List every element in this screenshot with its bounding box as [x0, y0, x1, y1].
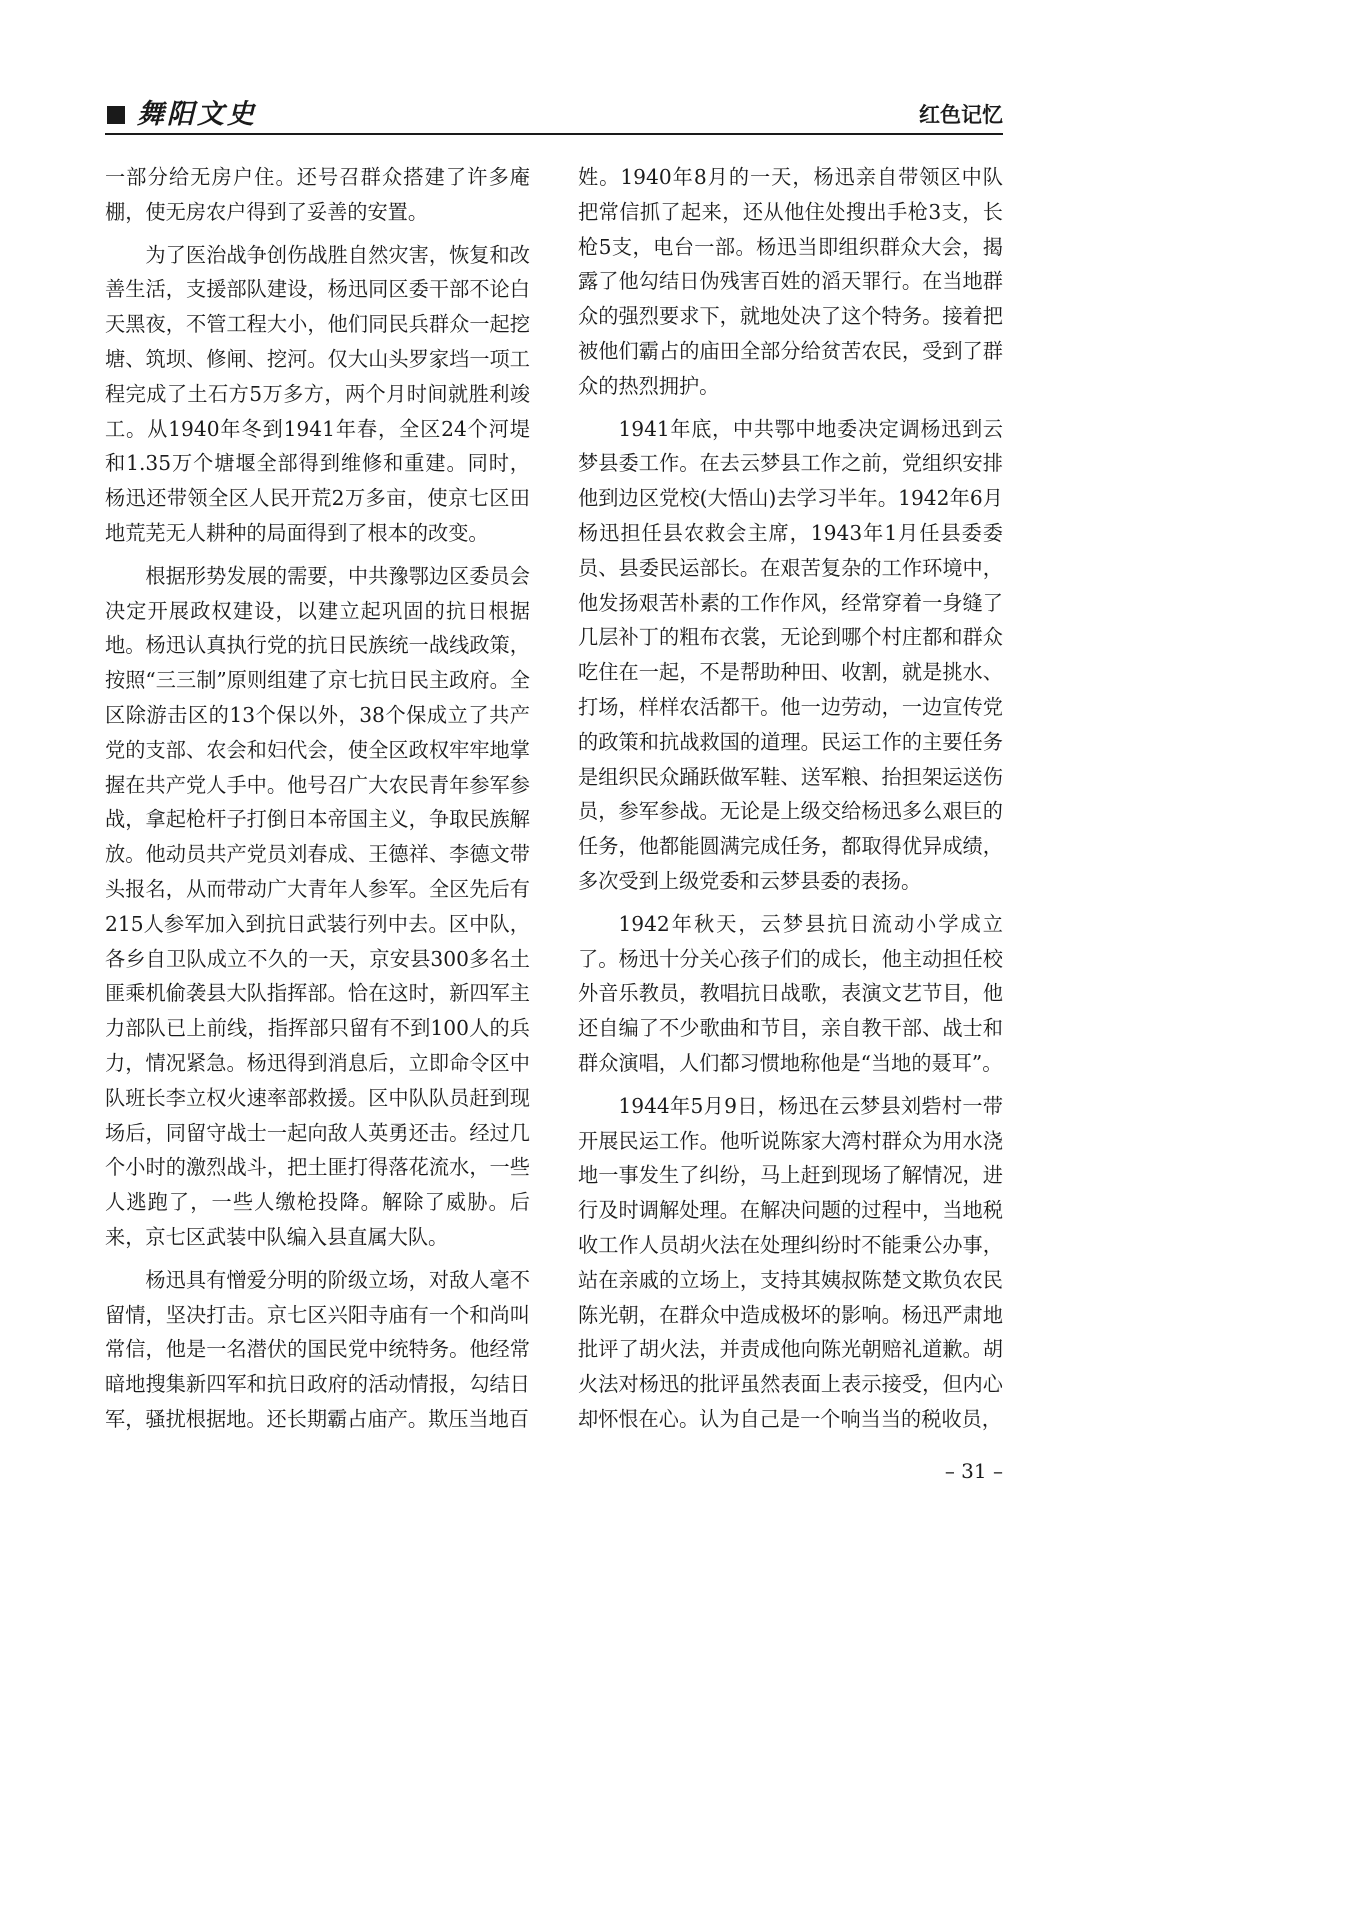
page-header	[105, 96, 1003, 138]
paragraph: 1944年5月9日，杨迅在云梦县刘砦村一带开展民运工作。他听说陈家大湾村群众为用水浇地一事发生了纠纷，马上赶到现场了解情况，进行及时调解处理。在解决问题的过程中，当地税收工作人员胡火法在处理纠纷时不能秉公办事，站在亲戚的立场上，支持其姨叔陈楚文欺负农民陈光朝，在群众中造成极坏的影响。杨迅严肃地批评了胡火法，并责成他向陈光朝赔礼道歉。胡火法对杨迅的批评虽然表面上表示接受，但内心却怀恨在心。认为自己是一个响当当的税收员，	[578, 1093, 1003, 1431]
paragraph: 根据形势发展的需要，中共豫鄂边区委员会决定开展政权建设，以建立起巩固的抗日根据地。杨迅认真执行党的抗日民族统一战线政策，按照“三三制”原则组建了京七抗日民主政府。全区除游击区的13个保以外，38个保成立了共产党的支部、农会和妇代会，使全区政权牢牢地掌握在共产党人手中。他号召广大农民青年参军参战，拿起枪杆子打倒日本帝国主义，争取民族解放。他动员共产党员刘春成、王德祥、李德文带头报名，从而带动广大青年人参军。全区先后有215人参军加入到抗日武装行列中去。区中队，各乡自卫队成立不久的一天，京安县300多名土匪乘机偷袭县大队指挥部。恰在这时，新四军主力部队已上前线，指挥部只留有不到100人的兵力，情况紧急。杨迅得到消息后，立即命令区中队班长李立权火速率部救援。区中队队员赶到现场后，同留守战士一起向敌人英勇还击。经过几个小时的激烈战斗，把土匪打得落花流水，一些人逃跑了，一些人缴枪投降。解除了威胁。后来，京七区武装中队编入县直属大队。	[105, 563, 530, 1249]
publication-title: 舞阳文史	[137, 99, 257, 130]
paragraph: 1942年秋天，云梦县抗日流动小学成立了。杨迅十分关心孩子们的成长，他主动担任校外音乐教员，教唱抗日战歌，表演文艺节目，他还自编了不少歌曲和节目，亲自教干部、战士和群众演唱，人们都习惯地称他是“当地的聂耳”。	[578, 911, 1003, 1075]
left-column	[105, 160, 530, 1437]
page-number: – 31 –	[944, 1459, 1003, 1483]
paragraph: 杨迅具有憎爱分明的阶级立场，对敌人毫不留情，坚决打击。京七区兴阳寺庙有一个和尚叫常信，他是一名潜伏的国民党中统特务。他经常暗地搜集新四军和抗日政府的活动情报，勾结日军，骚扰根据地。还长期霸占庙产。欺压当地百	[105, 1267, 530, 1431]
right-column	[578, 160, 1003, 1437]
paragraph: 1941年底，中共鄂中地委决定调杨迅到云梦县委工作。在去云梦县工作之前，党组织安排他到边区党校(大悟山)去学习半年。1942年6月杨迅担任县农救会主席，1943年1月任县委委员、县委民运部长。在艰苦复杂的工作环境中，他发扬艰苦朴素的工作作风，经常穿着一身缝了几层补丁的粗布衣裳，无论到哪个村庄都和群众吃住在一起，不是帮助种田、收割，就是挑水、打场，样样农活都干。他一边劳动，一边宣传党的政策和抗战救国的道理。民运工作的主要任务是组织民众踊跃做军鞋、送军粮、抬担架运送伤员，参军参战。无论是上级交给杨迅多么艰巨的任务，他都能圆满完成任务，都取得优异成绩，多次受到上级党委和云梦县委的表扬。	[578, 416, 1003, 893]
header-rule	[105, 133, 1003, 135]
paragraph: 姓。1940年8月的一天，杨迅亲自带领区中队把常信抓了起来，还从他住处搜出手枪3支，长枪5支，电台一部。杨迅当即组织群众大会，揭露了他勾结日伪残害百姓的滔天罪行。在当地群众的强烈要求下，就地处决了这个特务。接着把被他们霸占的庙田全部分给贫苦农民，受到了群众的热烈拥护。	[578, 165, 1003, 398]
paragraph: 为了医治战争创伤战胜自然灾害，恢复和改善生活，支援部队建设，杨迅同区委干部不论白天黑夜，不管工程大小，他们同民兵群众一起挖塘、筑坝、修闸、挖河。仅大山头罗家垱一项工程完成了土石方5万多方，两个月时间就胜利竣工。从1940年冬到1941年春，全区24个河堤和1.35万个塘堰全部得到维修和重建。同时，杨迅还带领全区人民开荒2万多亩，使京七区田地荒芜无人耕种的局面得到了根本的改变。	[105, 242, 530, 545]
section-title: 红色记忆	[919, 103, 1003, 127]
paragraph: 一部分给无房户住。还号召群众搭建了许多庵棚，使无房农户得到了妥善的安置。	[105, 165, 530, 224]
header-square-mark	[107, 106, 125, 124]
